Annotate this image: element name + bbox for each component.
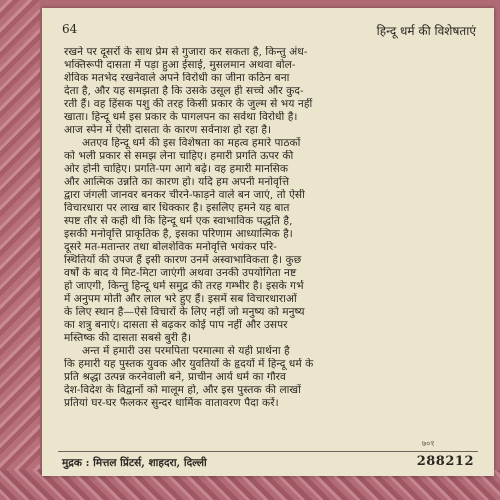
book-code: 288212 <box>416 454 474 469</box>
text-line: का शत्रु बनाएं। दासता से बढ़कर कोई पाप नहीं और उसपर <box>64 319 288 331</box>
text-line: हो जाएगी, किन्तु हिन्दू धर्म समुद्र की तरह गम्भीर है। इसके गर्भ <box>64 280 304 292</box>
text-line: में अनुपम मोती और लाल भरे हुए हैं। इसमें सब विचारधाराओं <box>64 293 297 305</box>
text-line: इसकी मनोवृत्ति प्राकृतिक है, इसका परिणाम आध्यात्मिक है। <box>64 228 293 240</box>
text-line: शेविक मतभेद रखनेवाले अपने विरोधी का जीना कठिन बना <box>64 72 290 84</box>
body-text <box>64 46 474 410</box>
running-head: हिन्दू धर्म की विशेषताएं <box>376 24 476 38</box>
text-line: अतएव हिन्दू धर्म की इस विशेषता का महत्व हमारे पाठकों <box>82 137 301 149</box>
cloth-background-left <box>0 0 40 500</box>
text-line: प्रतियां घर-घर फैलकर सुन्दर धार्मिक वातावरण पैदा करें। <box>64 397 279 409</box>
text-line: वर्षों के बाद ये मिट-मिटा जाएंगी अथवा उनकी उपयोगिता नष्ट <box>64 267 297 279</box>
text-line: और आत्मिक उन्नति का कारण हो। यदि हम अपनी मनोवृत्ति <box>64 176 290 188</box>
footer-rule <box>58 451 478 452</box>
text-line: के लिए स्थान है—ऐसे विचारों के लिए नहीं जो मनुष्य को मनुष्य <box>64 306 305 318</box>
text-line: अन्त में हमारी उस परमपिता परमात्मा से यही प्रार्थना है <box>82 345 290 357</box>
text-line: रखने पर दूसरों के साथ प्रेम से गुजारा कर सकता है, किन्तु अंध- <box>64 46 308 58</box>
text-line: द्वारा जंगली जानवर बनकर चीरने-फाड़ने वाले बन जाएं, तो ऐसी <box>64 189 305 201</box>
paragraph <box>64 137 474 345</box>
paragraph <box>64 345 474 410</box>
text-line: रती हैं। वह हिंसक पशु की तरह किसी प्रकार के जुल्म से भय नहीं <box>64 98 313 110</box>
paragraph <box>64 46 474 137</box>
text-line: स्पष्ट तौर से कही थी कि हिन्दू धर्म एक स्वाभाविक पद्धति है, <box>64 215 293 227</box>
text-line: विचारधारा पर लाख बार धिक्कार है। इसलिए हमने यह बात <box>64 202 290 214</box>
text-line: दूसरे मत-मतान्तर तथा बोलशेविक मनोवृत्ति भयंकर परि- <box>64 241 277 253</box>
text-line: आज स्पेन में ऐसी दासता के कारण सर्वनाश हो रहा है। <box>64 124 272 136</box>
book-page <box>42 8 494 476</box>
text-line: ओर होनी चाहिए। प्रगति-पग आगे बढ़े। वह हमारी मानसिक <box>64 163 289 175</box>
text-line: कि हमारी यह पुस्तक युवक और युवतियों के हृदयों में हिन्दू धर्म के <box>64 358 314 370</box>
text-line: को भली प्रकार से समझ लेना चाहिए। हमारी प्रगति ऊपर की <box>64 150 294 162</box>
text-line: मस्तिष्क की दासता सबसे बुरी है। <box>64 332 192 344</box>
page-header <box>42 22 494 40</box>
page-number: 64 <box>62 22 78 36</box>
text-line: भक्तिरूपी दासता में पड़ा हुआ ईसाई, मुसलमान अथवा बोल- <box>64 59 296 71</box>
text-line: देता है, और यह समझता है कि उसके उसूल ही सच्चे और कुद- <box>64 85 304 97</box>
footer-small-mark: ७०१ <box>422 439 435 448</box>
printer-imprint: मुद्रक : मित्तल प्रिंटर्स, शाहदरा, दिल्ली <box>62 457 207 469</box>
text-line: प्रति श्रद्धा उत्पन्न करनेवाली बने, प्राचीन आर्य धर्म का गौरव <box>64 371 286 383</box>
text-line: खाता। हिन्दू धर्म इस प्रकार के पागलपन का सर्वथा विरोधी है। <box>64 111 298 123</box>
text-line: देश-विदेश के विद्वानों को मालूम हो, और इस पुस्तक की लाखों <box>64 384 301 396</box>
text-line: स्थितियों की उपज हैं इसी कारण उनमें अस्वाभाविकता है। कुछ <box>64 254 302 266</box>
